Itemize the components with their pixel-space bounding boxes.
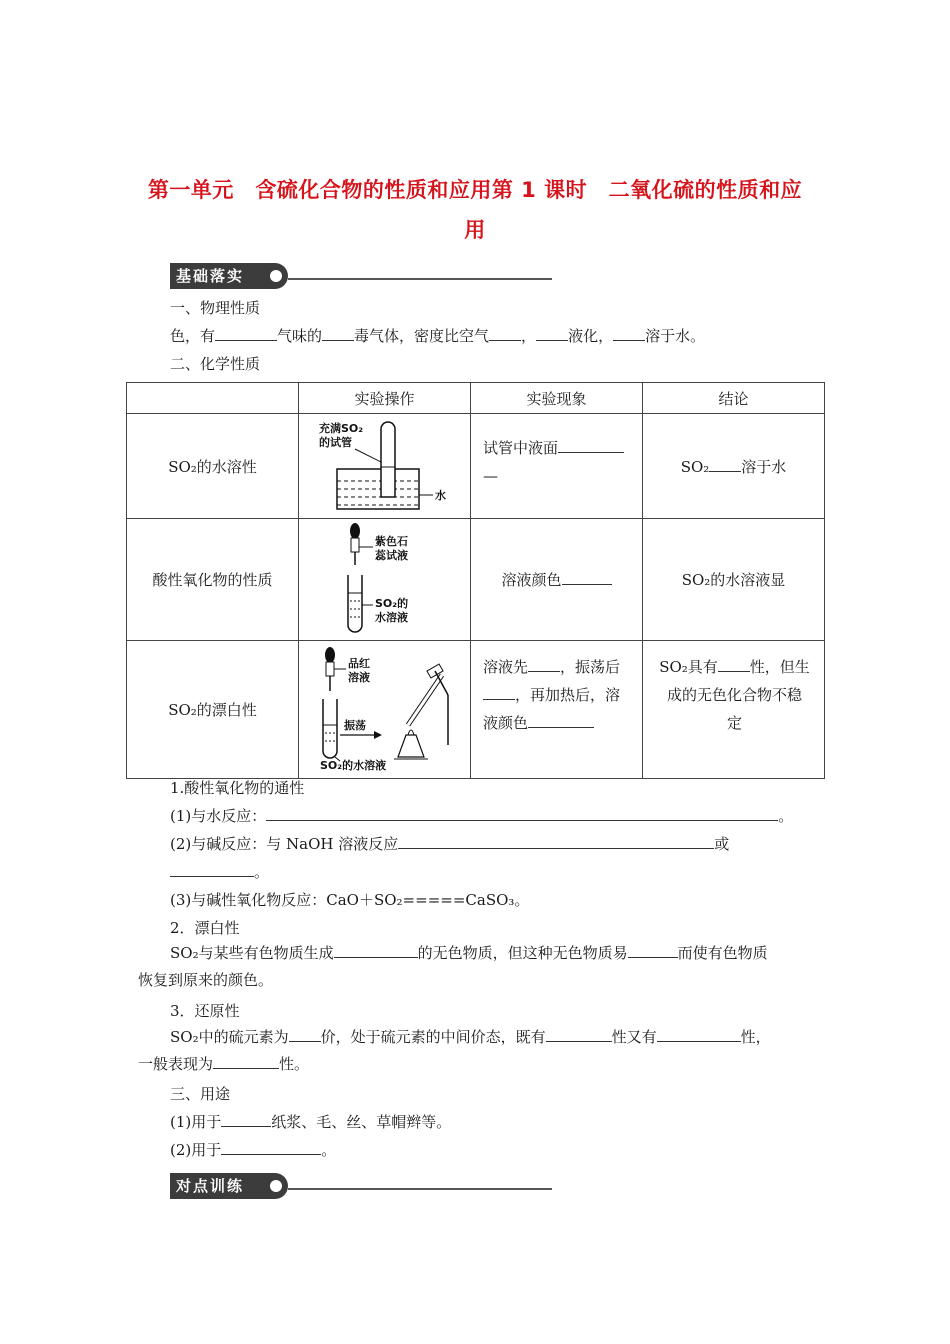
apparatus-figure bbox=[299, 641, 471, 779]
use-2: (2)用于 。 bbox=[170, 1141, 337, 1159]
table-header: 实验现象 bbox=[471, 383, 643, 414]
svg-text:溶液: 溶液 bbox=[347, 670, 370, 684]
heading-acid-oxide: 1.酸性氧化物的通性 bbox=[170, 779, 305, 797]
table-header: 实验操作 bbox=[299, 383, 471, 414]
question-3: (3)与碱性氧化物反应：CaO＋SO₂=====CaSO₃。 bbox=[170, 891, 530, 909]
blank[interactable] bbox=[613, 326, 645, 341]
blank[interactable] bbox=[213, 1054, 279, 1069]
svg-text:的试管: 的试管 bbox=[318, 435, 352, 449]
conclusion-cell: SO₂的水溶液显 bbox=[643, 519, 825, 641]
blank[interactable] bbox=[657, 1027, 741, 1042]
page-title bbox=[130, 170, 820, 250]
question-2: (2)与碱反应：与 NaOH 溶液反应 或 bbox=[170, 835, 730, 853]
title-line-2: 用 bbox=[464, 218, 486, 242]
use-1: (1)用于 纸浆、毛、丝、草帽辫等。 bbox=[170, 1113, 452, 1131]
svg-text:水溶液: 水溶液 bbox=[374, 610, 408, 624]
blank[interactable] bbox=[562, 570, 612, 585]
blank[interactable] bbox=[536, 326, 568, 341]
blank[interactable] bbox=[489, 326, 521, 341]
answer-blank[interactable] bbox=[266, 806, 778, 821]
svg-text:紫色石: 紫色石 bbox=[374, 534, 408, 548]
svg-text:SO₂的水溶液: SO₂的水溶液 bbox=[319, 758, 386, 772]
section-rule bbox=[288, 278, 552, 280]
question-1: (1)与水反应： 。 bbox=[170, 807, 794, 825]
heading-reducing: 3．还原性 bbox=[170, 1002, 240, 1020]
svg-text:充满SO₂: 充满SO₂ bbox=[318, 421, 363, 435]
phenomenon-cell: 溶液颜色 bbox=[471, 519, 643, 641]
blank[interactable] bbox=[558, 438, 624, 453]
blank[interactable] bbox=[322, 326, 354, 341]
answer-blank[interactable] bbox=[170, 862, 254, 877]
section-label: 对点训练 bbox=[170, 1173, 288, 1199]
phenomenon-cell: 溶液先 ，振荡后 ，再加热后，溶 液颜色 bbox=[471, 641, 643, 779]
bullet-dot-icon bbox=[270, 270, 282, 282]
blank[interactable] bbox=[221, 1112, 271, 1127]
phenomenon-cell: 试管中液面 — bbox=[471, 414, 643, 519]
table-header-row bbox=[127, 383, 825, 414]
section-rule bbox=[288, 1188, 552, 1190]
heading-bleach: 2．漂白性 bbox=[170, 919, 240, 937]
row-name: SO₂的漂白性 bbox=[127, 641, 299, 779]
blank[interactable] bbox=[528, 657, 560, 672]
section-header-practice bbox=[170, 1173, 552, 1201]
svg-text:水: 水 bbox=[434, 488, 446, 502]
table-header bbox=[127, 383, 299, 414]
heading-chemical: 二、化学性质 bbox=[170, 355, 261, 373]
inverted-test-tube-figure bbox=[315, 419, 455, 514]
blank[interactable] bbox=[528, 713, 594, 728]
section-header-basics bbox=[170, 263, 552, 291]
reducing-paragraph: SO₂中的硫元素为 价，处于硫元素的中间价态，既有 性又有 性， 一般表现为 性。 bbox=[138, 1028, 771, 1073]
blank[interactable] bbox=[289, 1027, 321, 1042]
apparatus-figure bbox=[299, 519, 471, 641]
row-name: 酸性氧化物的性质 bbox=[127, 519, 299, 641]
heading-uses: 三、用途 bbox=[170, 1085, 231, 1103]
conclusion-cell: SO₂具有 性，但生 成的无色化合物不稳 定 bbox=[643, 641, 825, 779]
section-label: 基础落实 bbox=[170, 263, 288, 289]
dropper-test-tube-figure bbox=[335, 521, 435, 639]
row-name: SO₂的水溶性 bbox=[127, 414, 299, 519]
physical-sentence: 色，有 气味的 毒气体，密度比空气 ， 液化， 溶于水。 bbox=[170, 327, 706, 345]
table-header: 结论 bbox=[643, 383, 825, 414]
bleaching-test-figure bbox=[310, 645, 460, 775]
title-line-1: 第一单元 含硫化合物的性质和应用第 1 课时 二氧化硫的性质和应 bbox=[147, 178, 803, 202]
blank[interactable] bbox=[215, 326, 277, 341]
bleach-paragraph: SO₂与某些有色物质生成 的无色物质，但这种无色物质易 而使有色物质 恢复到原来的颜色。 bbox=[138, 944, 768, 989]
blank[interactable] bbox=[334, 943, 418, 958]
blank[interactable] bbox=[709, 457, 741, 472]
blank[interactable] bbox=[483, 685, 515, 700]
blank[interactable] bbox=[221, 1140, 321, 1155]
svg-text:品红: 品红 bbox=[347, 656, 370, 670]
table-row bbox=[127, 641, 825, 779]
svg-text:SO₂的: SO₂的 bbox=[374, 596, 408, 610]
blank[interactable] bbox=[718, 657, 750, 672]
apparatus-figure bbox=[299, 414, 471, 519]
blank[interactable] bbox=[628, 943, 678, 958]
table-row bbox=[127, 519, 825, 641]
question-2-continued: 。 bbox=[170, 862, 269, 882]
blank[interactable] bbox=[546, 1027, 612, 1042]
heading-physical: 一、物理性质 bbox=[170, 299, 261, 317]
svg-text:蕊试液: 蕊试液 bbox=[374, 548, 408, 562]
svg-text:振荡: 振荡 bbox=[343, 718, 366, 732]
experiment-table bbox=[126, 382, 825, 779]
table-row bbox=[127, 414, 825, 519]
conclusion-cell: SO₂ 溶于水 bbox=[643, 414, 825, 519]
answer-blank[interactable] bbox=[398, 834, 714, 849]
bullet-dot-icon bbox=[270, 1180, 282, 1192]
